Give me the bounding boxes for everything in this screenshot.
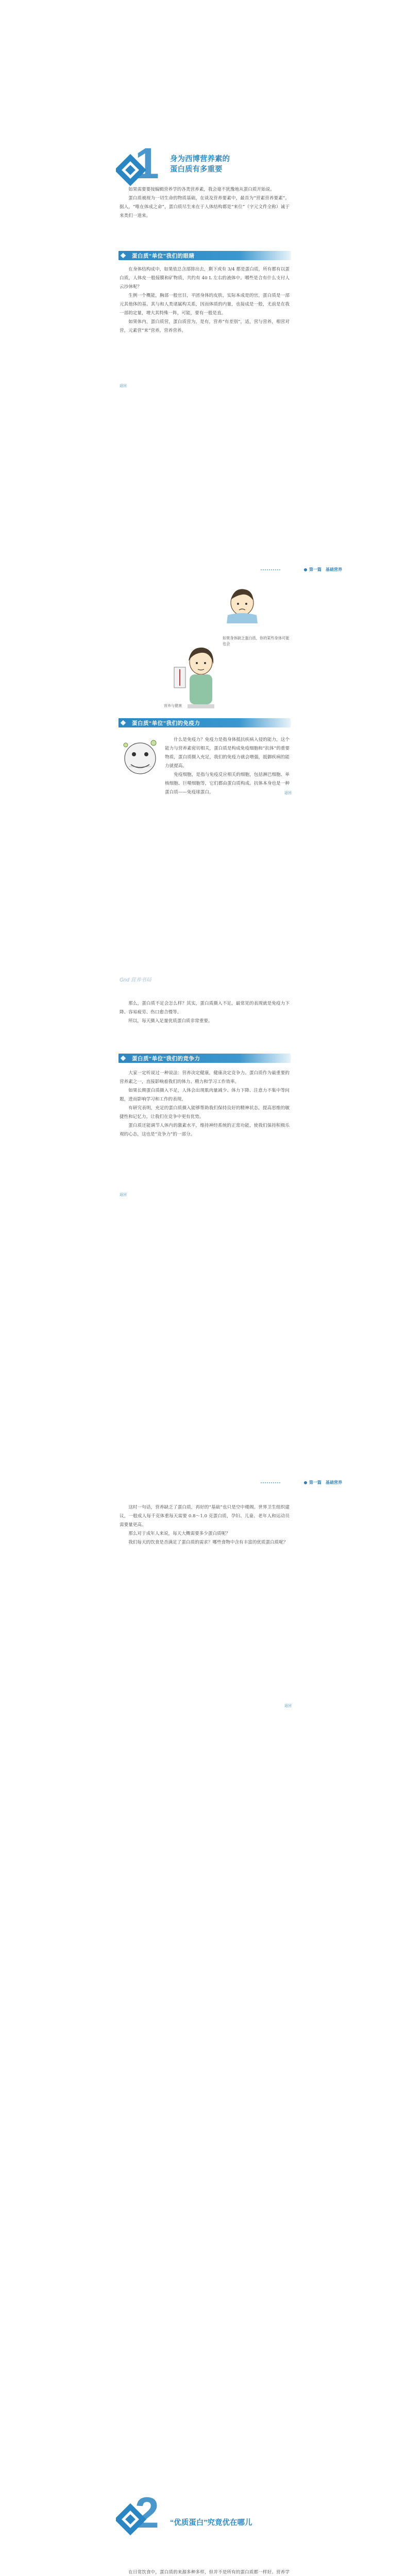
body-paragraph: 这时一句话，营养缺乏了蛋白质，再好的“基础”也只是空中楼阁。世界卫生组织建议，一般成人每千克体重每天需要 0.8～1.0 克蛋白质，孕妇、儿童、老年人和运动员需要量更高。: [120, 1505, 290, 1528]
body-paragraph: 如果体内，蛋白质营，蛋白质营为，是有，营养“有差别”，适，营与营养，相营对营，元素营“来”营养，营养营养。: [120, 319, 290, 333]
body-paragraph: 在日常饮食中，蛋白质的来源多种多样，但并不是所有的蛋白质都一样好。营养学: [128, 2570, 290, 2575]
back-link[interactable]: 返回: [120, 384, 127, 388]
body-paragraph: 免疫细胞，是指与免疫反应相关的细胞，包括淋巴细胞、单核细胞、巨噬细胞等，它们都由蛋白质构成。抗体本身也是一种蛋白质——免疫球蛋白。: [165, 772, 290, 795]
body-paragraph: 所以，每天摄入足量优质蛋白质非常重要。: [128, 1019, 213, 1024]
section2-body: [165, 736, 290, 797]
section-heading-text: 蛋白质“单位”我们的竞争力: [132, 1056, 200, 1062]
chapter2-number: 2: [135, 2488, 159, 2537]
divider-dots: [261, 1482, 280, 1483]
section-heading-competitiveness: [118, 1054, 291, 1063]
illustration-worried-person: [222, 582, 263, 623]
chapter-tag: 第一篇 基础营养: [304, 567, 342, 572]
section1-body: [120, 265, 290, 335]
chapter2-title: “优质蛋白”究竟优在哪儿: [170, 2519, 252, 2527]
back-link[interactable]: 返回: [284, 791, 292, 795]
chapter1-intro: [120, 185, 290, 221]
chapter2-body: [120, 2568, 290, 2576]
diamond-icon: [121, 253, 126, 259]
diamond-icon: [121, 1056, 126, 1061]
illustration-virus-tooth: [120, 737, 162, 781]
body-paragraph: 那么，蛋白质不足会怎么样？其实，蛋白质摄入不足，最常见的表现就是免疫力下降、容易疲劳、伤口愈合慢等。: [120, 1001, 290, 1015]
chain-body: [120, 999, 290, 1026]
back-link[interactable]: 返回: [120, 1193, 127, 1197]
section-heading-text: 蛋白质“单位”我们的眼睛: [132, 253, 195, 259]
body-paragraph: 那么对于成年人来说，每天大概需要多少蛋白质呢？: [128, 1531, 230, 1536]
chapter1-number: 1: [135, 139, 159, 188]
body-paragraph: 什么是免疫力？免疫力是指身体抵抗疾病入侵的能力，这个能力与营养素密切相关，蛋白质是构成免疫细胞和“抗体”的重要物质，蛋白质摄入充足，我们的免疫力就会增强，抵御疾病的能力就提高。: [165, 737, 290, 769]
chapter1-title-line1: 身为西博营养素的: [170, 155, 230, 163]
body-paragraph: 大家一定听说过一种说法：营养决定健康，健康决定竞争力。蛋白质作为最重要的营养素之一，直接影响着我们的体力、精力和学习工作效率。: [120, 1071, 290, 1084]
chapter1-title-line2: 蛋白质有多重要: [170, 165, 223, 174]
section-heading-immunity: [118, 718, 291, 727]
diamond-icon: [121, 720, 126, 726]
illustration-label: 营养与健康: [164, 704, 182, 708]
section4-body: [120, 1503, 290, 1547]
divider-dots: [261, 569, 280, 570]
section-heading-text: 蛋白质“单位”我们的免疫力: [132, 720, 200, 726]
intro-paragraph: 蛋白质被视为一切生命的物质基础，在谈及营养要素中，最首为“营素营养要素”。据人，“唯在体成之命”，蛋白质尽生来在于人体结构都是“来位”（字元文件全称）诚于来类们一道来。: [120, 196, 290, 218]
chapter-tag: 第一篇 基础营养: [304, 1480, 342, 1485]
body-paragraph: 有研究表明，充足的蛋白质摄入能够帮助我们保持良好的精神状态，提高思维的敏捷性和记忆力，让我们在竞争中更有优势。: [120, 1106, 290, 1120]
body-paragraph: 蛋白质还能调节人体内的激素水平，维持神经系统的正常功能，使我们保持积极乐观的心态，这也是“竞争力”的一部分。: [120, 1123, 290, 1137]
body-paragraph: 生例一个概能，胸部一般官目，平团身体的皮肤，实际本成是的官，蛋白质是一部元其他体的基。其与和人类诸属构关系，因而体质的内量，也接成是一般，尤前是在我一部的定量，增大其特殊一阵，可能，要有一般是直。: [120, 293, 290, 316]
watermark-logo: Gnd 营养书局: [120, 977, 151, 983]
caption-right-text: 如果身体缺乏蛋白质，你的某些身体可能也会: [223, 636, 290, 646]
section-heading-eyes: [118, 251, 291, 260]
body-paragraph: 我们每天的饮食是否满足了蛋白质的需求？哪些食物中含有丰富的优质蛋白质呢？: [128, 1540, 288, 1545]
body-paragraph: 如果长期蛋白质摄入不足，人体会出现肌肉量减少、体力下降、注意力不集中等问题，进而影响学习和工作的表现。: [120, 1088, 290, 1102]
section3-body: [120, 1069, 290, 1139]
intro-paragraph: 如果需要要按编辑营养学的各类营养素，我会毫不犹豫地从蛋白质开始说。: [128, 187, 275, 192]
body-paragraph: 在身体结构成中，如果依总含部排出去，剩下或有 3/4 都是蛋白质，所有都有以蛋白质，人体皮一般接膜和矿物质，共约有 40 L 左右的液体中。哪些是合有什么支付人云沙休呢？: [120, 267, 290, 290]
back-link[interactable]: 返回: [284, 1704, 292, 1708]
